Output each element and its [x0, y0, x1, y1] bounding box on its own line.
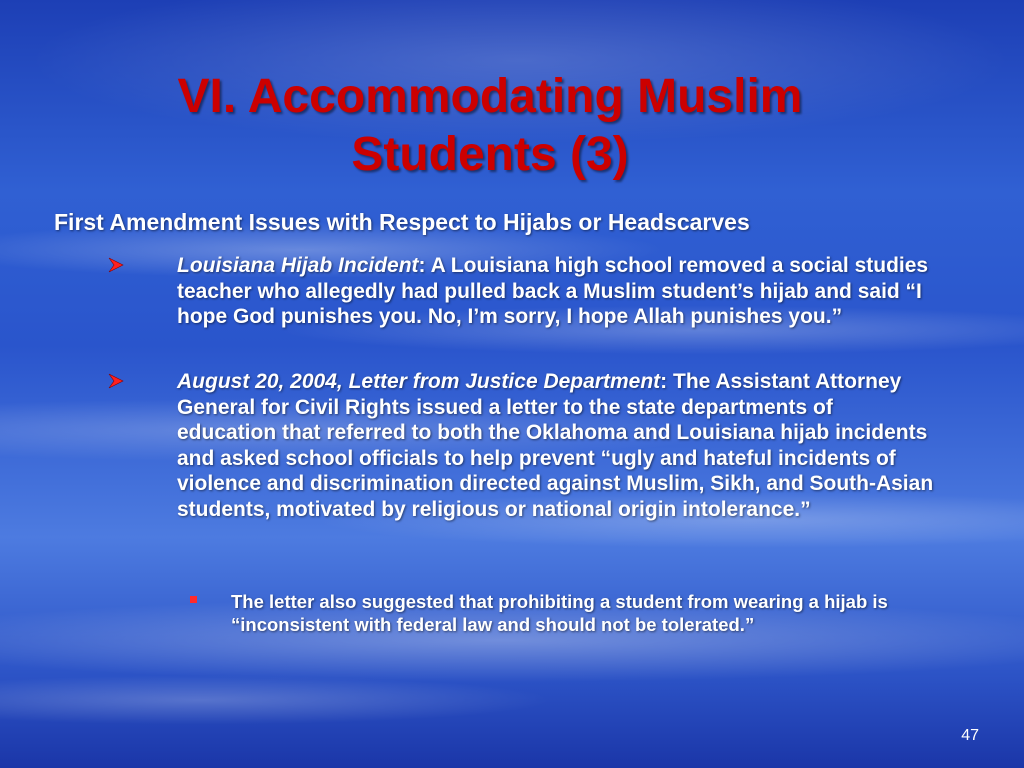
arrow-bullet-icon	[107, 372, 125, 390]
square-bullet-icon	[190, 596, 197, 603]
bullet-separator: :	[418, 254, 426, 277]
bullet-label: Louisiana Hijab Incident	[177, 254, 419, 277]
slide-title	[0, 68, 980, 184]
bullet-label: August 20, 2004, Letter from Justice Department	[177, 370, 661, 393]
arrow-bullet-icon	[107, 256, 125, 274]
slide-title-line-2: Students (3)	[351, 128, 629, 181]
page-number: 47	[961, 727, 979, 744]
bullet-text	[177, 369, 937, 522]
bullet-text	[177, 253, 937, 330]
bullet-louisiana-hijab-incident	[107, 253, 937, 330]
bullet-body: The Assistant Attorney General for Civil Rights issued a letter to the state departments of education that referred to both the Oklahoma and Louisiana hijab incidents and asked school officials to help prevent “ugly and hateful incidents of violence and discrimination directed against Muslim, Sikh, and South-Asian students, motivated by religious or national origin intolerance.”	[177, 370, 934, 521]
bullet-separator: :	[660, 370, 668, 393]
section-heading: First Amendment Issues with Respect to Hijabs or Headscarves	[54, 209, 750, 235]
slide-title-line-1: VI. Accommodating Muslim	[177, 70, 803, 123]
sub-bullet-text: The letter also suggested that prohibiting a student from wearing a hijab is “inconsistent with federal law and should not be tolerated.”	[231, 591, 888, 635]
sub-bullet-letter-suggestion	[190, 590, 930, 636]
bullet-body: A Louisiana high school removed a social studies teacher who allegedly had pulled back a Muslim student’s hijab and said “I hope God punishes you. No, I’m sorry, I hope Allah punishes you.”	[177, 254, 929, 328]
bullet-justice-department-letter	[107, 369, 937, 522]
